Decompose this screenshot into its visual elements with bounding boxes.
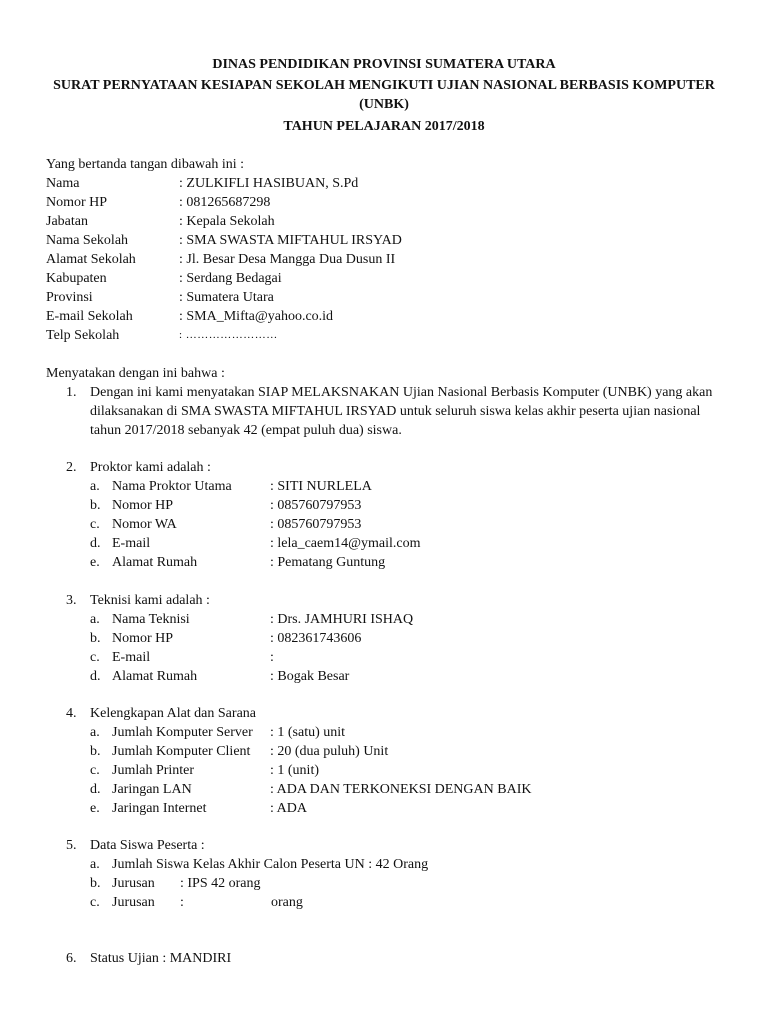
item4-title: Kelengkapan Alat dan Sarana [90, 706, 256, 721]
sub-label: Nomor HP [112, 498, 174, 513]
sub-value: : ADA DAN TERKONEKSI DENGAN BAIK [270, 782, 532, 797]
identity-value: : Jl. Besar Desa Mangga Dua Dusun II [179, 252, 396, 267]
sub-value: : IPS 42 orang [180, 876, 261, 891]
identity-value: : Sumatera Utara [179, 290, 274, 305]
sub-letter: b. [90, 498, 101, 513]
item-number: 5. [66, 838, 77, 853]
identity-value: : SMA_Mifta@yahoo.co.id [179, 309, 334, 324]
item-number: 4. [66, 706, 77, 721]
sub-label: Alamat Rumah [112, 669, 198, 684]
sub-value: : Pematang Guntung [270, 555, 386, 570]
identity-value: : …………………… [179, 329, 278, 341]
item3-title: Teknisi kami adalah : [90, 593, 210, 608]
sub-label: Jumlah Komputer Server [112, 725, 253, 740]
identity-value: : Kepala Sekolah [179, 214, 275, 229]
sub-label: Nama Proktor Utama [112, 479, 232, 494]
sub-label: Jumlah Printer [112, 763, 195, 778]
sub-label: Nomor WA [112, 517, 177, 532]
identity-label: Nama [46, 176, 80, 191]
identity-value: : ZULKIFLI HASIBUAN, S.Pd [179, 176, 359, 191]
item1-line: dilaksanakan di SMA SWASTA MIFTAHUL IRSYAD untuk seluruh siswa kelas akhir peserta ujian nasional [90, 404, 701, 419]
sub-label: E-mail [112, 536, 151, 551]
statement-intro: Menyatakan dengan ini bahwa : [46, 366, 225, 381]
sub-label: Nomor HP [112, 631, 174, 646]
identity-value: : Serdang Bedagai [179, 271, 282, 286]
item-number: 2. [66, 460, 77, 475]
sub-letter: e. [90, 801, 100, 816]
identity-label: Provinsi [46, 290, 93, 305]
sub-label: Jaringan LAN [112, 782, 192, 797]
identity-label: Jabatan [46, 214, 88, 229]
header-agency: DINAS PENDIDIKAN PROVINSI SUMATERA UTARA [212, 57, 556, 72]
sub-value: : 20 (dua puluh) Unit [270, 744, 389, 759]
sub-value: : 1 (satu) unit [270, 725, 346, 740]
item1-line: tahun 2017/2018 sebanyak 42 (empat puluh dua) siswa. [90, 423, 402, 438]
sub-letter: c. [90, 763, 100, 778]
identity-label: Telp Sekolah [46, 328, 120, 343]
sub-label: Jurusan [112, 895, 155, 910]
sub-letter: b. [90, 744, 101, 759]
sub-value: : lela_caem14@ymail.com [270, 536, 421, 551]
identity-value: : SMA SWASTA MIFTAHUL IRSYAD [179, 233, 402, 248]
sub-unit: orang [271, 895, 303, 910]
identity-label: E-mail Sekolah [46, 309, 133, 324]
item5-title: Data Siswa Peserta : [90, 838, 205, 853]
sub-label: Alamat Rumah [112, 555, 198, 570]
item2-title: Proktor kami adalah : [90, 460, 211, 475]
sub-letter: b. [90, 876, 101, 891]
sub-value: : 1 (unit) [270, 763, 319, 778]
sub-value: : Drs. JAMHURI ISHAQ [270, 612, 414, 627]
sub-letter: d. [90, 782, 101, 797]
header-subtitle: (UNBK) [359, 97, 409, 112]
sub-letter: a. [90, 612, 100, 627]
sub-label: Jumlah Komputer Client [112, 744, 251, 759]
sub-letter: a. [90, 479, 100, 494]
sub-letter: c. [90, 517, 100, 532]
item1-line: Dengan ini kami menyatakan SIAP MELAKSNAKAN Ujian Nasional Berbasis Komputer (UNBK) yang akan [90, 385, 713, 400]
header-year: TAHUN PELAJARAN 2017/2018 [283, 119, 485, 134]
sub-label: E-mail [112, 650, 151, 665]
sub-text: Jumlah Siswa Kelas Akhir Calon Peserta UN : 42 Orang [112, 857, 429, 872]
sub-label: Jaringan Internet [112, 801, 207, 816]
status-text: Status Ujian : MANDIRI [90, 951, 232, 966]
sub-letter: a. [90, 857, 100, 872]
sub-letter: c. [90, 895, 100, 910]
sub-letter: b. [90, 631, 101, 646]
sub-value: : 082361743606 [270, 631, 362, 646]
sub-value: : SITI NURLELA [270, 479, 372, 494]
identity-label: Nama Sekolah [46, 233, 129, 248]
sub-label: Nama Teknisi [112, 612, 190, 627]
sub-value: : ADA [270, 801, 307, 816]
header-title: SURAT PERNYATAAN KESIAPAN SEKOLAH MENGIKUTI UJIAN NASIONAL BERBASIS KOMPUTER [53, 78, 715, 93]
intro-text: Yang bertanda tangan dibawah ini : [46, 157, 245, 172]
sub-value: : 085760797953 [270, 517, 362, 532]
identity-label: Alamat Sekolah [46, 252, 136, 267]
item-number: 6. [66, 951, 77, 966]
sub-letter: d. [90, 536, 101, 551]
sub-value: : [270, 650, 274, 665]
item-number: 1. [66, 385, 77, 400]
sub-label: Jurusan [112, 876, 155, 891]
sub-letter: e. [90, 555, 100, 570]
item-number: 3. [66, 593, 77, 608]
sub-letter: d. [90, 669, 101, 684]
sub-value: : 085760797953 [270, 498, 362, 513]
sub-value: : Bogak Besar [270, 669, 350, 684]
identity-value: : 081265687298 [179, 195, 271, 210]
sub-letter: a. [90, 725, 100, 740]
identity-label: Nomor HP [46, 195, 108, 210]
sub-colon: : [180, 895, 184, 910]
identity-label: Kabupaten [46, 271, 107, 286]
sub-letter: c. [90, 650, 100, 665]
